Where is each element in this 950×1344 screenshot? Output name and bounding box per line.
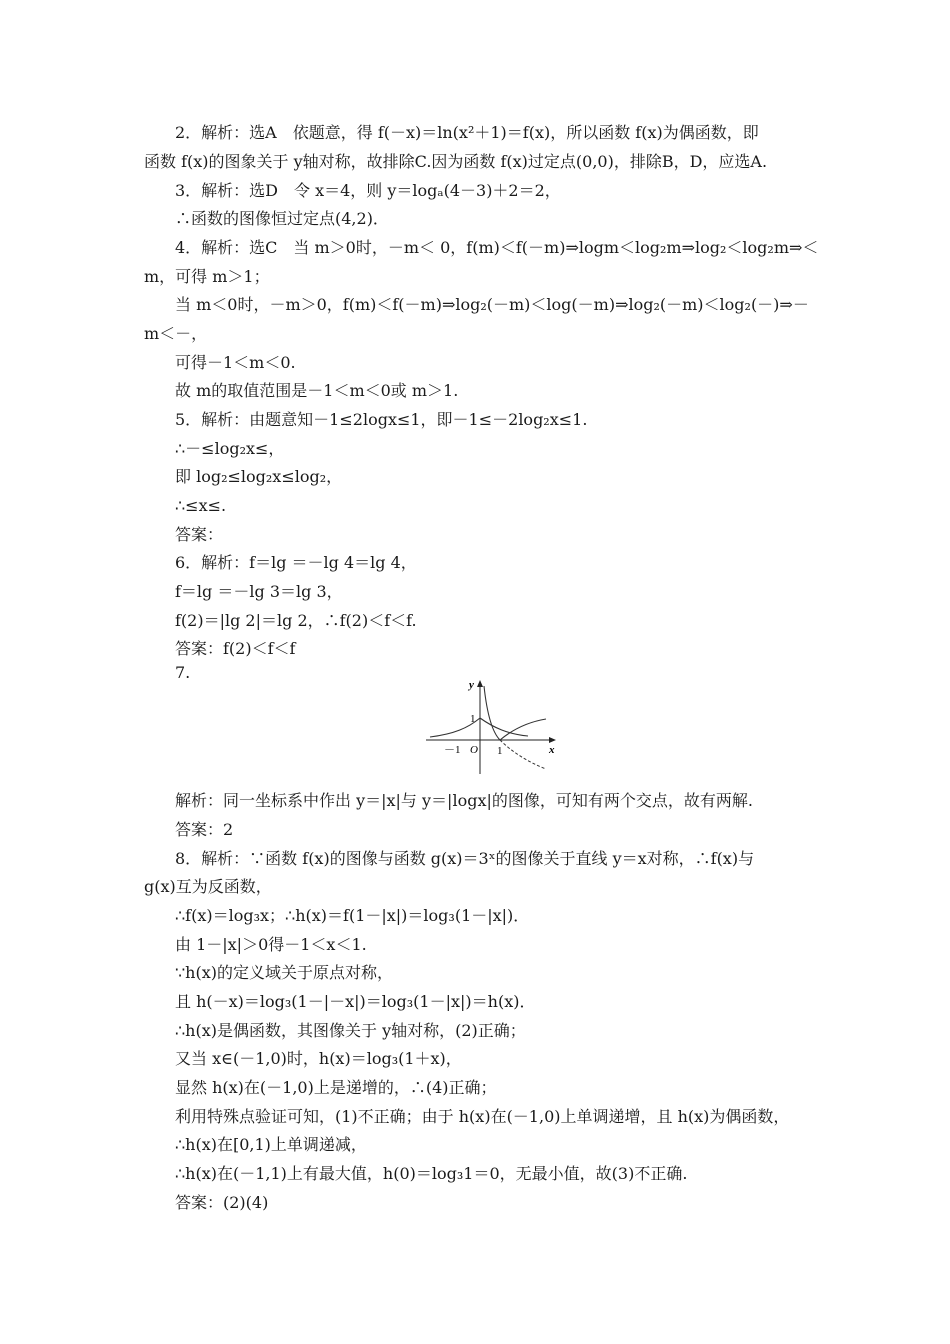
text-line: m＜－， xyxy=(144,324,208,343)
text-line: 2．解析：选A 依题意，得 f(－x)＝ln(x²＋1)＝f(x)，所以函数 f(x)为偶函数，即 xyxy=(175,123,759,142)
text-line: 答案：f(2)＜f＜f xyxy=(175,639,296,658)
text-line: ∴h(x)在[0,1)上单调递减， xyxy=(175,1135,367,1154)
text-line: f＝lg ＝－lg 3＝lg 3， xyxy=(175,582,343,601)
text-line: 答案： xyxy=(175,525,224,544)
neg-one-label: －1 xyxy=(444,744,461,756)
text-line: ∴≤x≤. xyxy=(175,496,227,515)
text-line: 利用特殊点验证可知，(1)不正确；由于 h(x)在(－1,0)上单调递增，且 h(x)为偶函数， xyxy=(175,1107,790,1126)
text-line: 3．解析：选D 令 x＝4，则 y＝logₐ(4－3)＋2＝2， xyxy=(175,181,561,200)
text-line: 函数 f(x)的图象关于 y轴对称，故排除C.因为函数 f(x)过定点(0,0)，排除B，D，应选A. xyxy=(144,152,768,171)
text-line: ∵h(x)的定义域关于原点对称， xyxy=(175,963,393,982)
text-line: m，可得 m＞1； xyxy=(144,267,270,286)
curve-exponential xyxy=(430,718,528,737)
y-axis-label: y xyxy=(469,679,474,691)
x-one-label: 1 xyxy=(497,745,503,757)
text-line: 由 1－|x|＞0得－1＜x＜1. xyxy=(175,935,367,954)
text-line: ∴h(x)在(－1,1)上有最大值，h(0)＝log₃1＝0，无最小值，故(3)不正确. xyxy=(175,1164,688,1183)
y-one-label: 1 xyxy=(470,713,476,725)
text-line: f(2)＝|lg 2|＝lg 2，∴f(2)＜f＜f. xyxy=(175,611,417,630)
text-line: ∴f(x)＝log₃x；∴h(x)＝f(1－|x|)＝log₃(1－|x|)． xyxy=(175,906,530,925)
text-line: 6．解析：f＝lg ＝－lg 4＝lg 4， xyxy=(175,553,417,572)
curve-log-dashed xyxy=(500,740,546,769)
text-line: 当 m＜0时，－m＞0，f(m)＜f(－m)⇒log₂(－m)＜log(－m)⇒log₂(－m)＜log₂(－)⇒－ xyxy=(175,295,809,314)
text-line: 且 h(－x)＝log₃(1－|－x|)＝log₃(1－|x|)＝h(x)． xyxy=(175,992,536,1011)
text-line: 可得－1＜m＜0. xyxy=(175,353,296,372)
text-line: 解析：同一坐标系中作出 y＝|x|与 y＝|logx|的图像，可知有两个交点，故有两解. xyxy=(175,791,753,810)
text-line: 显然 h(x)在(－1,0)上是递增的，∴(4)正确； xyxy=(175,1078,497,1097)
text-line: 4．解析：选C 当 m＞0时，－m＜ 0，f(m)＜f(－m)⇒logm＜log₂m⇒log₂＜log₂m⇒＜ xyxy=(175,238,819,257)
text-line: 8．解析：∵函数 f(x)的图像与函数 g(x)＝3ˣ的图像关于直线 y＝x对称，∴f(x)与 xyxy=(175,849,755,868)
text-line: ∴－≤log₂x≤， xyxy=(175,439,285,458)
text-line: ∴h(x)是偶函数，其图像关于 y轴对称，(2)正确； xyxy=(175,1021,526,1040)
text-line: 答案：(2)(4) xyxy=(175,1193,269,1212)
text-line: 又当 x∈(－1,0)时，h(x)＝log₃(1＋x)， xyxy=(175,1049,462,1068)
function-graph xyxy=(424,676,558,776)
text-line: ∴函数的图像恒过定点(4,2)． xyxy=(175,209,389,228)
y-axis-arrow-icon xyxy=(477,680,483,687)
x-axis-arrow-icon xyxy=(549,737,556,743)
text-line: 5．解析：由题意知－1≤2logx≤1，即－1≤－2log₂x≤1. xyxy=(175,410,588,429)
text-line: 答案：2 xyxy=(175,820,234,839)
text-line: 7. xyxy=(175,663,191,682)
x-axis-label: x xyxy=(549,744,555,756)
curve-abs-log xyxy=(484,686,546,740)
text-line: 故 m的取值范围是－1＜m＜0或 m＞1. xyxy=(175,381,459,400)
origin-label: O xyxy=(470,744,478,756)
text-line: g(x)互为反函数， xyxy=(144,877,272,896)
text-line: 即 log₂≤log₂x≤log₂， xyxy=(175,467,343,486)
